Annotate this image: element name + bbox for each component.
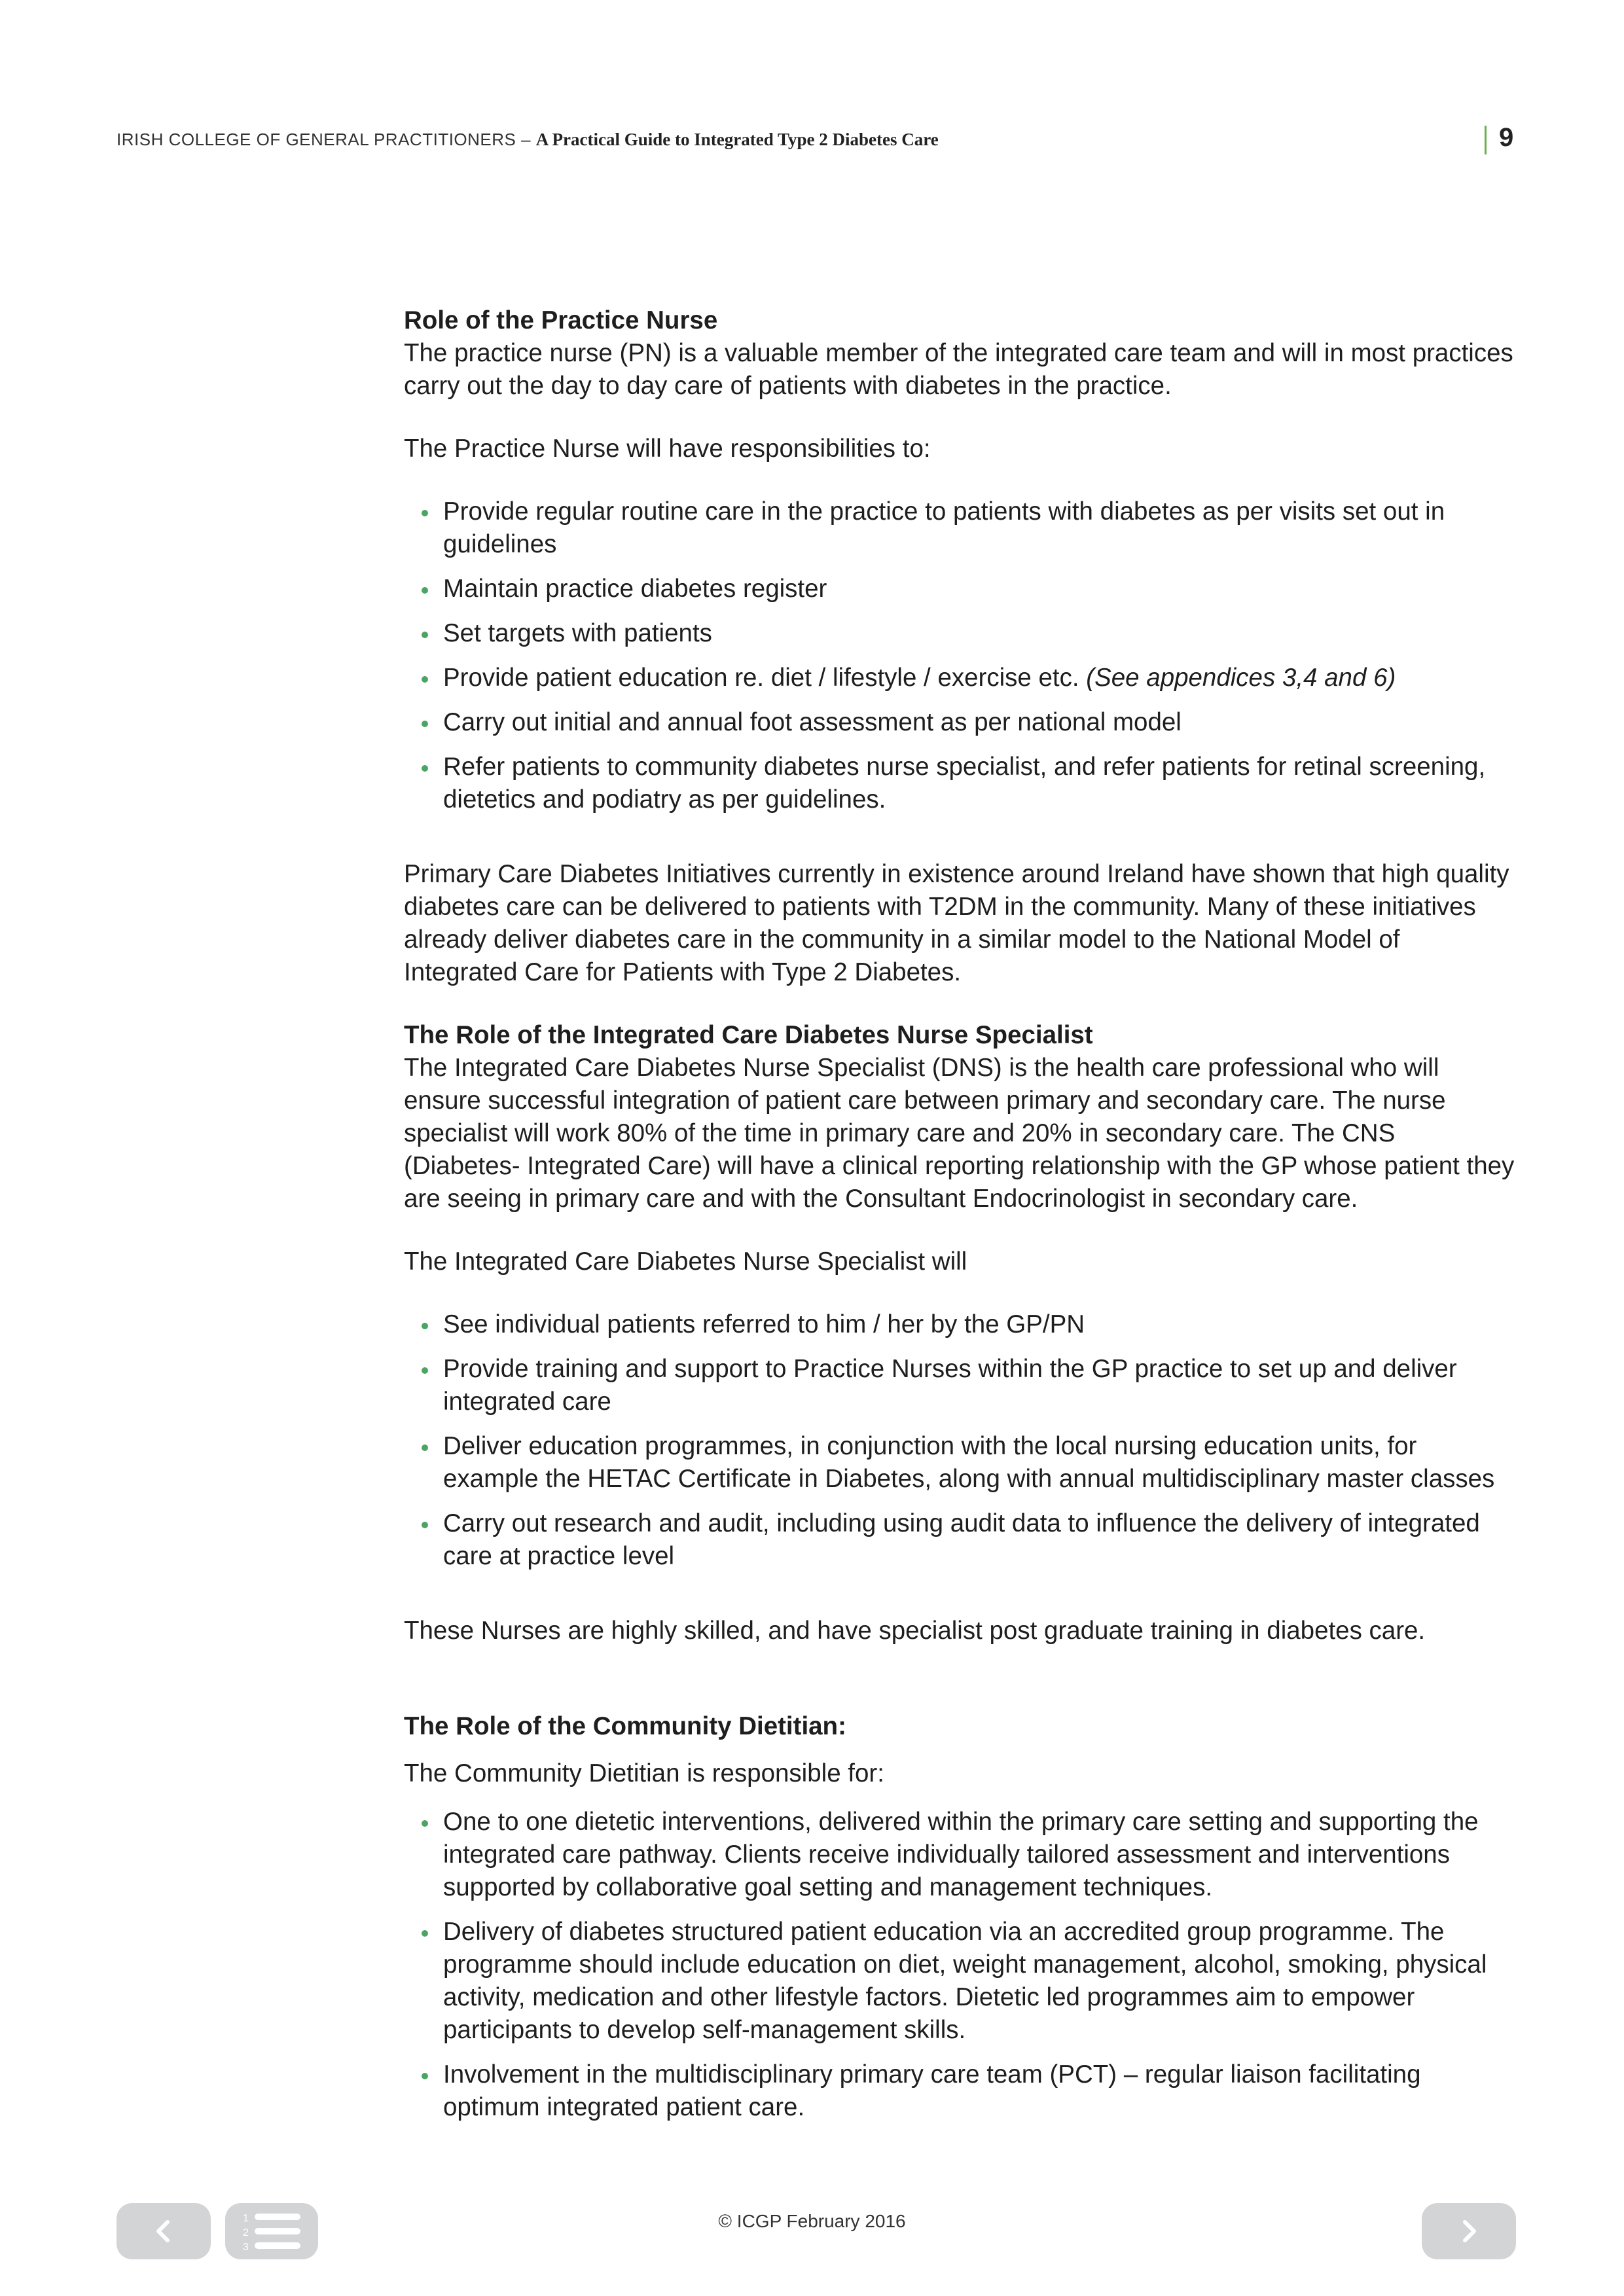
list-item: See individual patients referred to him / her by the GP/PN <box>404 1308 1517 1341</box>
list-item: Set targets with patients <box>404 617 1517 650</box>
appendix-reference: (See appendices 3,4 and 6) <box>1086 664 1396 692</box>
dns-lead: The Integrated Care Diabetes Nurse Specialist will <box>404 1247 967 1276</box>
list-item: Involvement in the multidisciplinary primary care team (PCT) – regular liaison facilitating optimum integrated patient care. <box>404 2058 1517 2124</box>
page-number: 9 <box>1499 123 1514 152</box>
dietitian-list <box>404 1806 1517 2124</box>
dietitian-lead: The Community Dietitian is responsible for: <box>404 1759 884 1787</box>
list-item: One to one dietetic interventions, delivered within the primary care setting and supporting the integrated care pathway. Clients receive individually tailored assessment and interventions supported by collaborative goal setting and management techniques. <box>404 1806 1517 1904</box>
dns-intro: The Integrated Care Diabetes Nurse Specialist (DNS) is the health care professional who will ensure successful integration of patient care between primary and secondary care. The nurse specialist will work 80% of the time in primary care and 20% in secondary care. The CNS (Diabetes- Integrated Care) will have a clinical reporting relationship with the GP whose patient they are seeing in primary care and with the Consultant Endocrinologist in secondary care. <box>404 1054 1515 1213</box>
list-item: Refer patients to community diabetes nurse specialist, and refer patients for retinal screening, dietetics and podiatry as per guidelines. <box>404 751 1517 816</box>
dns-heading: The Role of the Integrated Care Diabetes Nurse Specialist <box>404 1021 1093 1049</box>
list-item: Deliver education programmes, in conjunction with the local nursing education units, for example the HETAC Certificate in Diabetes, along with annual multidisciplinary master classes <box>404 1430 1517 1496</box>
running-header <box>117 130 939 150</box>
list-item: Provide regular routine care in the practice to patients with diabetes as per visits set out in guidelines <box>404 495 1517 561</box>
svg-text:3: 3 <box>243 2242 249 2253</box>
practice-nurse-lead: The Practice Nurse will have responsibilities to: <box>404 435 931 463</box>
page-number-divider <box>1485 126 1487 154</box>
list-item: Carry out research and audit, including using audit data to influence the delivery of integrated care at practice level <box>404 1507 1517 1573</box>
svg-text:2: 2 <box>243 2227 249 2238</box>
dietitian-heading: The Role of the Community Dietitian: <box>404 1712 846 1740</box>
list-item: Provide training and support to Practice Nurses within the GP practice to set up and deliver integrated care <box>404 1353 1517 1418</box>
main-content <box>404 304 1517 2136</box>
dns-closing: These Nurses are highly skilled, and have specialist post graduate training in diabetes care. <box>404 1617 1426 1645</box>
practice-nurse-list <box>404 495 1517 816</box>
practice-nurse-intro: The practice nurse (PN) is a valuable member of the integrated care team and will in most practices carry out the day to day care of patients with diabetes in the practice. <box>404 339 1513 400</box>
list-item: Provide patient education re. diet / lifestyle / exercise etc. (See appendices 3,4 and 6) <box>404 662 1517 694</box>
list-item: Carry out initial and annual foot assessment as per national model <box>404 706 1517 739</box>
initiatives-paragraph: Primary Care Diabetes Initiatives currently in existence around Ireland have shown that high quality diabetes care can be delivered to patients with T2DM in the community. Many of these initiatives already deliver diabetes care in the community in a similar model to the National Model of Integrated Care for Patients with Type 2 Diabetes. <box>404 860 1509 986</box>
dns-list <box>404 1308 1517 1573</box>
copyright-footer: © ICGP February 2016 <box>718 2211 906 2231</box>
header-org: IRISH COLLEGE OF GENERAL PRACTITIONERS – <box>117 130 536 149</box>
list-item: Delivery of diabetes structured patient education via an accredited group programme. The programme should include education on diet, weight management, alcohol, smoking, physical activity, medication and other lifestyle factors. Dietetic led programmes aim to empower participants to develop self-management skills. <box>404 1916 1517 2047</box>
header-title: A Practical Guide to Integrated Type 2 Diabetes Care <box>535 130 939 149</box>
list-item: Maintain practice diabetes register <box>404 573 1517 605</box>
practice-nurse-heading: Role of the Practice Nurse <box>404 306 718 334</box>
svg-text:1: 1 <box>243 2213 249 2224</box>
